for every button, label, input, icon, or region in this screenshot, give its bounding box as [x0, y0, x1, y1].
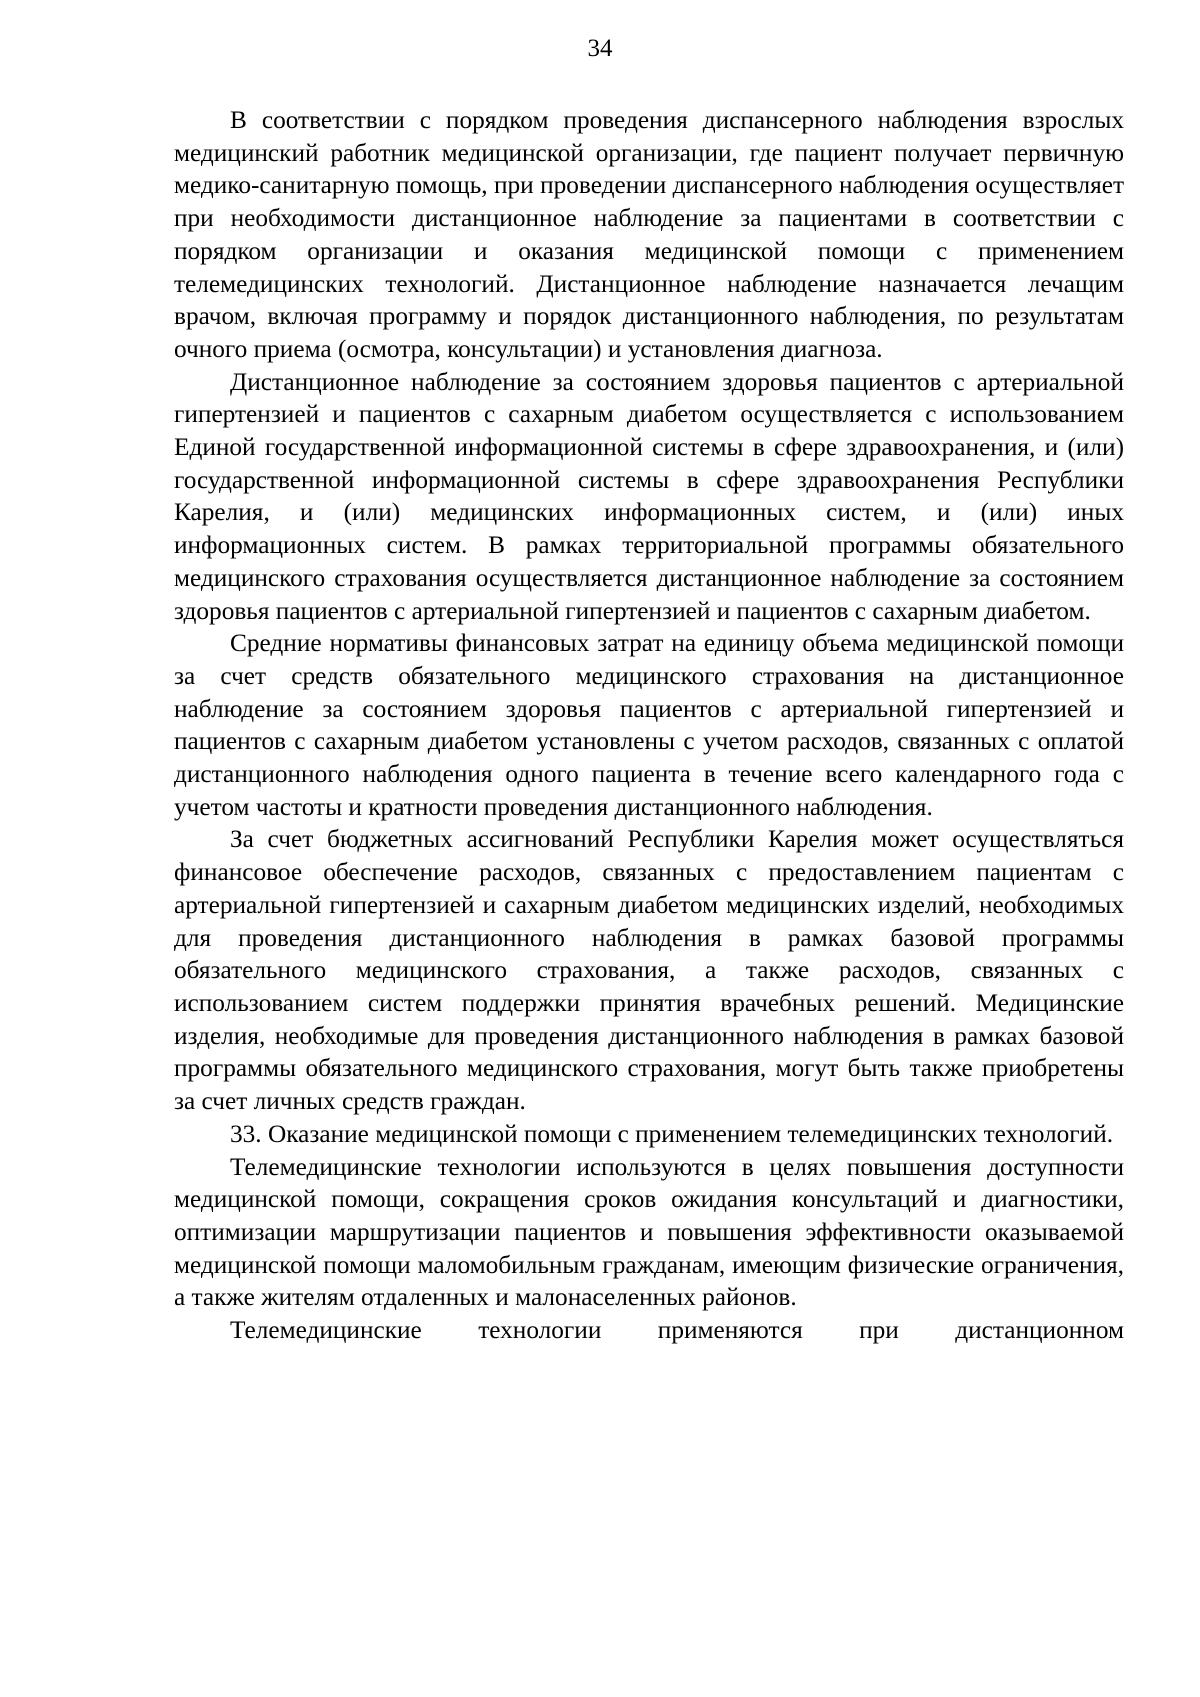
paragraph-telemedicine-goals: Телемедицинские технологии используются в целях повышения доступности медицинской помощи, сокращения сроков ожидания консультаций и диагностики, оптимизации маршрутизации пациентов и повышения эффективности оказываемой медицинской помощи маломобильным гражданам, имеющим физические ограничения, а также жителям отдаленных и малонаселенных районов. [174, 1152, 1124, 1312]
paragraph-dispensary-observation: В соответствии с порядком проведения диспансерного наблюдения взрослых медицинский работник медицинской организации, где пациент получает первичную медико-санитарную помощь, при проведении диспансерного наблюдения осуществляет при необходимости дистанционное наблюдение за пациентами в соответствии с порядком организации и оказания медицинской помощи с применением телемедицинских технологий. Дистанционное наблюдение назначается лечащим врачом, включая программу и порядок дистанционного наблюдения, по результатам очного приема (осмотра, консультации) и установления диагноза. [174, 106, 1124, 363]
paragraph-budget-allocations: За счет бюджетных ассигнований Республики Карелия может осуществляться финансовое обеспечение расходов, связанных с предоставлением пациентам с артериальной гипертензией и сахарным диабетом медицинских изделий, необходимых для проведения дистанционного наблюдения в рамках базовой программы обязательного медицинского страхования, а также расходов, связанных с использованием систем поддержки принятия врачебных решений. Медицинские изделия, необходимые для проведения дистанционного наблюдения в рамках базовой программы обязательного медицинского страхования, могут быть также приобретены за счет личных средств граждан. [174, 825, 1124, 1116]
paragraph-financial-standards: Средние нормативы финансовых затрат на единицу объема медицинской помощи за счет средств обязательного медицинского страхования на дистанционное наблюдение за состоянием здоровья пациентов с артериальной гипертензией и пациентов с сахарным диабетом установлены с учетом расходов, связанных с оплатой дистанционного наблюдения одного пациента в течение всего календарного года с учетом частоты и кратности проведения дистанционного наблюдения. [174, 629, 1124, 821]
paragraph-telemedicine-application: Телемедицинские технологии применяются при дистанционном [230, 1316, 1124, 1345]
paragraph-remote-monitoring-systems: Дистанционное наблюдение за состоянием здоровья пациентов с артериальной гипертензией и пациентов с сахарным диабетом осуществляется с использованием Единой государственной информационной системы в сфере здравоохранения, и (или) государственной информационной системы в сфере здравоохранения Республики Карелия, и (или) медицинских информационных систем, и (или) иных информационных систем. В рамках территориальной программы обязательного медицинского страхования осуществляется дистанционное наблюдение за состоянием здоровья пациентов с артериальной гипертензией и пациентов с сахарным диабетом. [174, 367, 1124, 625]
section-heading-telemedicine: 33. Оказание медицинской помощи с применением телемедицинских технологий. [230, 1119, 1114, 1148]
page-number: 34 [587, 35, 613, 62]
document-body [174, 104, 1124, 1347]
